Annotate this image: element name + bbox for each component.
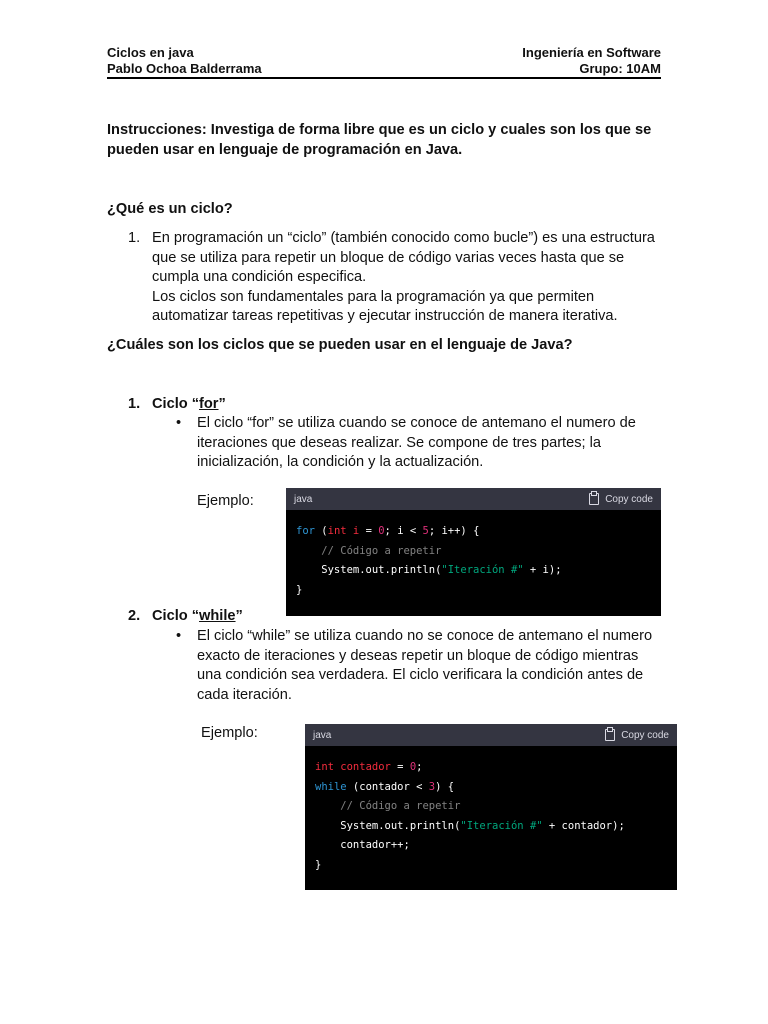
for-loop-description: El ciclo “for” se utiliza cuando se conoce de antemano el numero de iteraciones que deseas realizar. Se compone de tres partes; la inicialización, la condición y la actualización. xyxy=(197,415,636,470)
while-code-block xyxy=(305,724,677,890)
code-language: java xyxy=(294,493,313,505)
code-header xyxy=(305,724,677,746)
for-code-block xyxy=(286,488,661,616)
career-name: Ingeniería en Software xyxy=(522,45,661,60)
code-header xyxy=(286,488,661,510)
for-loop-heading: 1. Ciclo “for” xyxy=(128,396,226,412)
importance-paragraph: Los ciclos son fundamentales para la programación ya que permiten automatizar tareas repetitivas y ejecutar instrucción de manera iterativa. xyxy=(152,288,618,324)
header-rule xyxy=(107,77,661,79)
code-content: int contador = 0; while (contador < 3) { // Código a repetir System.out.println("Iteración #" + contador); contador++; } xyxy=(315,761,625,871)
copy-code-button[interactable]: Copy code xyxy=(605,729,669,741)
while-loop-bullet xyxy=(176,627,666,705)
code-content: for (int i = 0; i < 5; i++) { // Código a repetir System.out.println("Iteración #" + i); } xyxy=(296,525,562,596)
list-number: 1. xyxy=(128,230,141,246)
clipboard-icon xyxy=(605,729,615,741)
instructions-text: Instrucciones: Investiga de forma libre que es un ciclo y cuales son los que se pueden usar en lenguaje de programación en Java. xyxy=(107,122,652,158)
course-title: Ciclos en java xyxy=(107,45,194,60)
copy-code-button[interactable]: Copy code xyxy=(589,493,653,505)
group-label: Grupo: 10AM xyxy=(579,61,661,76)
clipboard-icon xyxy=(589,493,599,505)
for-example-label: Ejemplo: xyxy=(197,493,254,509)
for-loop-bullet xyxy=(176,414,666,473)
page-header xyxy=(107,45,661,79)
while-example-label: Ejemplo: xyxy=(201,725,258,741)
bullet-dot: • xyxy=(176,415,182,431)
numbered-list-item xyxy=(128,229,668,327)
definition-paragraph: En programación un “ciclo” (también conocido como bucle”) es una estructura que se utiliza para repetir un bloque de código varias veces hasta que se cumpla una condición especifica. xyxy=(152,230,655,285)
while-loop-heading: 2. Ciclo “while” xyxy=(128,608,243,624)
bullet-dot: • xyxy=(176,628,182,644)
author-name: Pablo Ochoa Balderrama xyxy=(107,61,262,76)
question-which-loops: ¿Cuáles son los ciclos que se pueden usar en el lenguaje de Java? xyxy=(107,337,573,353)
while-loop-description: El ciclo “while” se utiliza cuando no se conoce de antemano el numero exacto de iteraciones y deseas repetir un bloque de código mientras una condición sea verdadera. El ciclo verificara la condición antes de cada iteración. xyxy=(197,628,653,703)
question-what-is-loop: ¿Qué es un ciclo? xyxy=(107,201,233,217)
code-language: java xyxy=(313,729,332,741)
